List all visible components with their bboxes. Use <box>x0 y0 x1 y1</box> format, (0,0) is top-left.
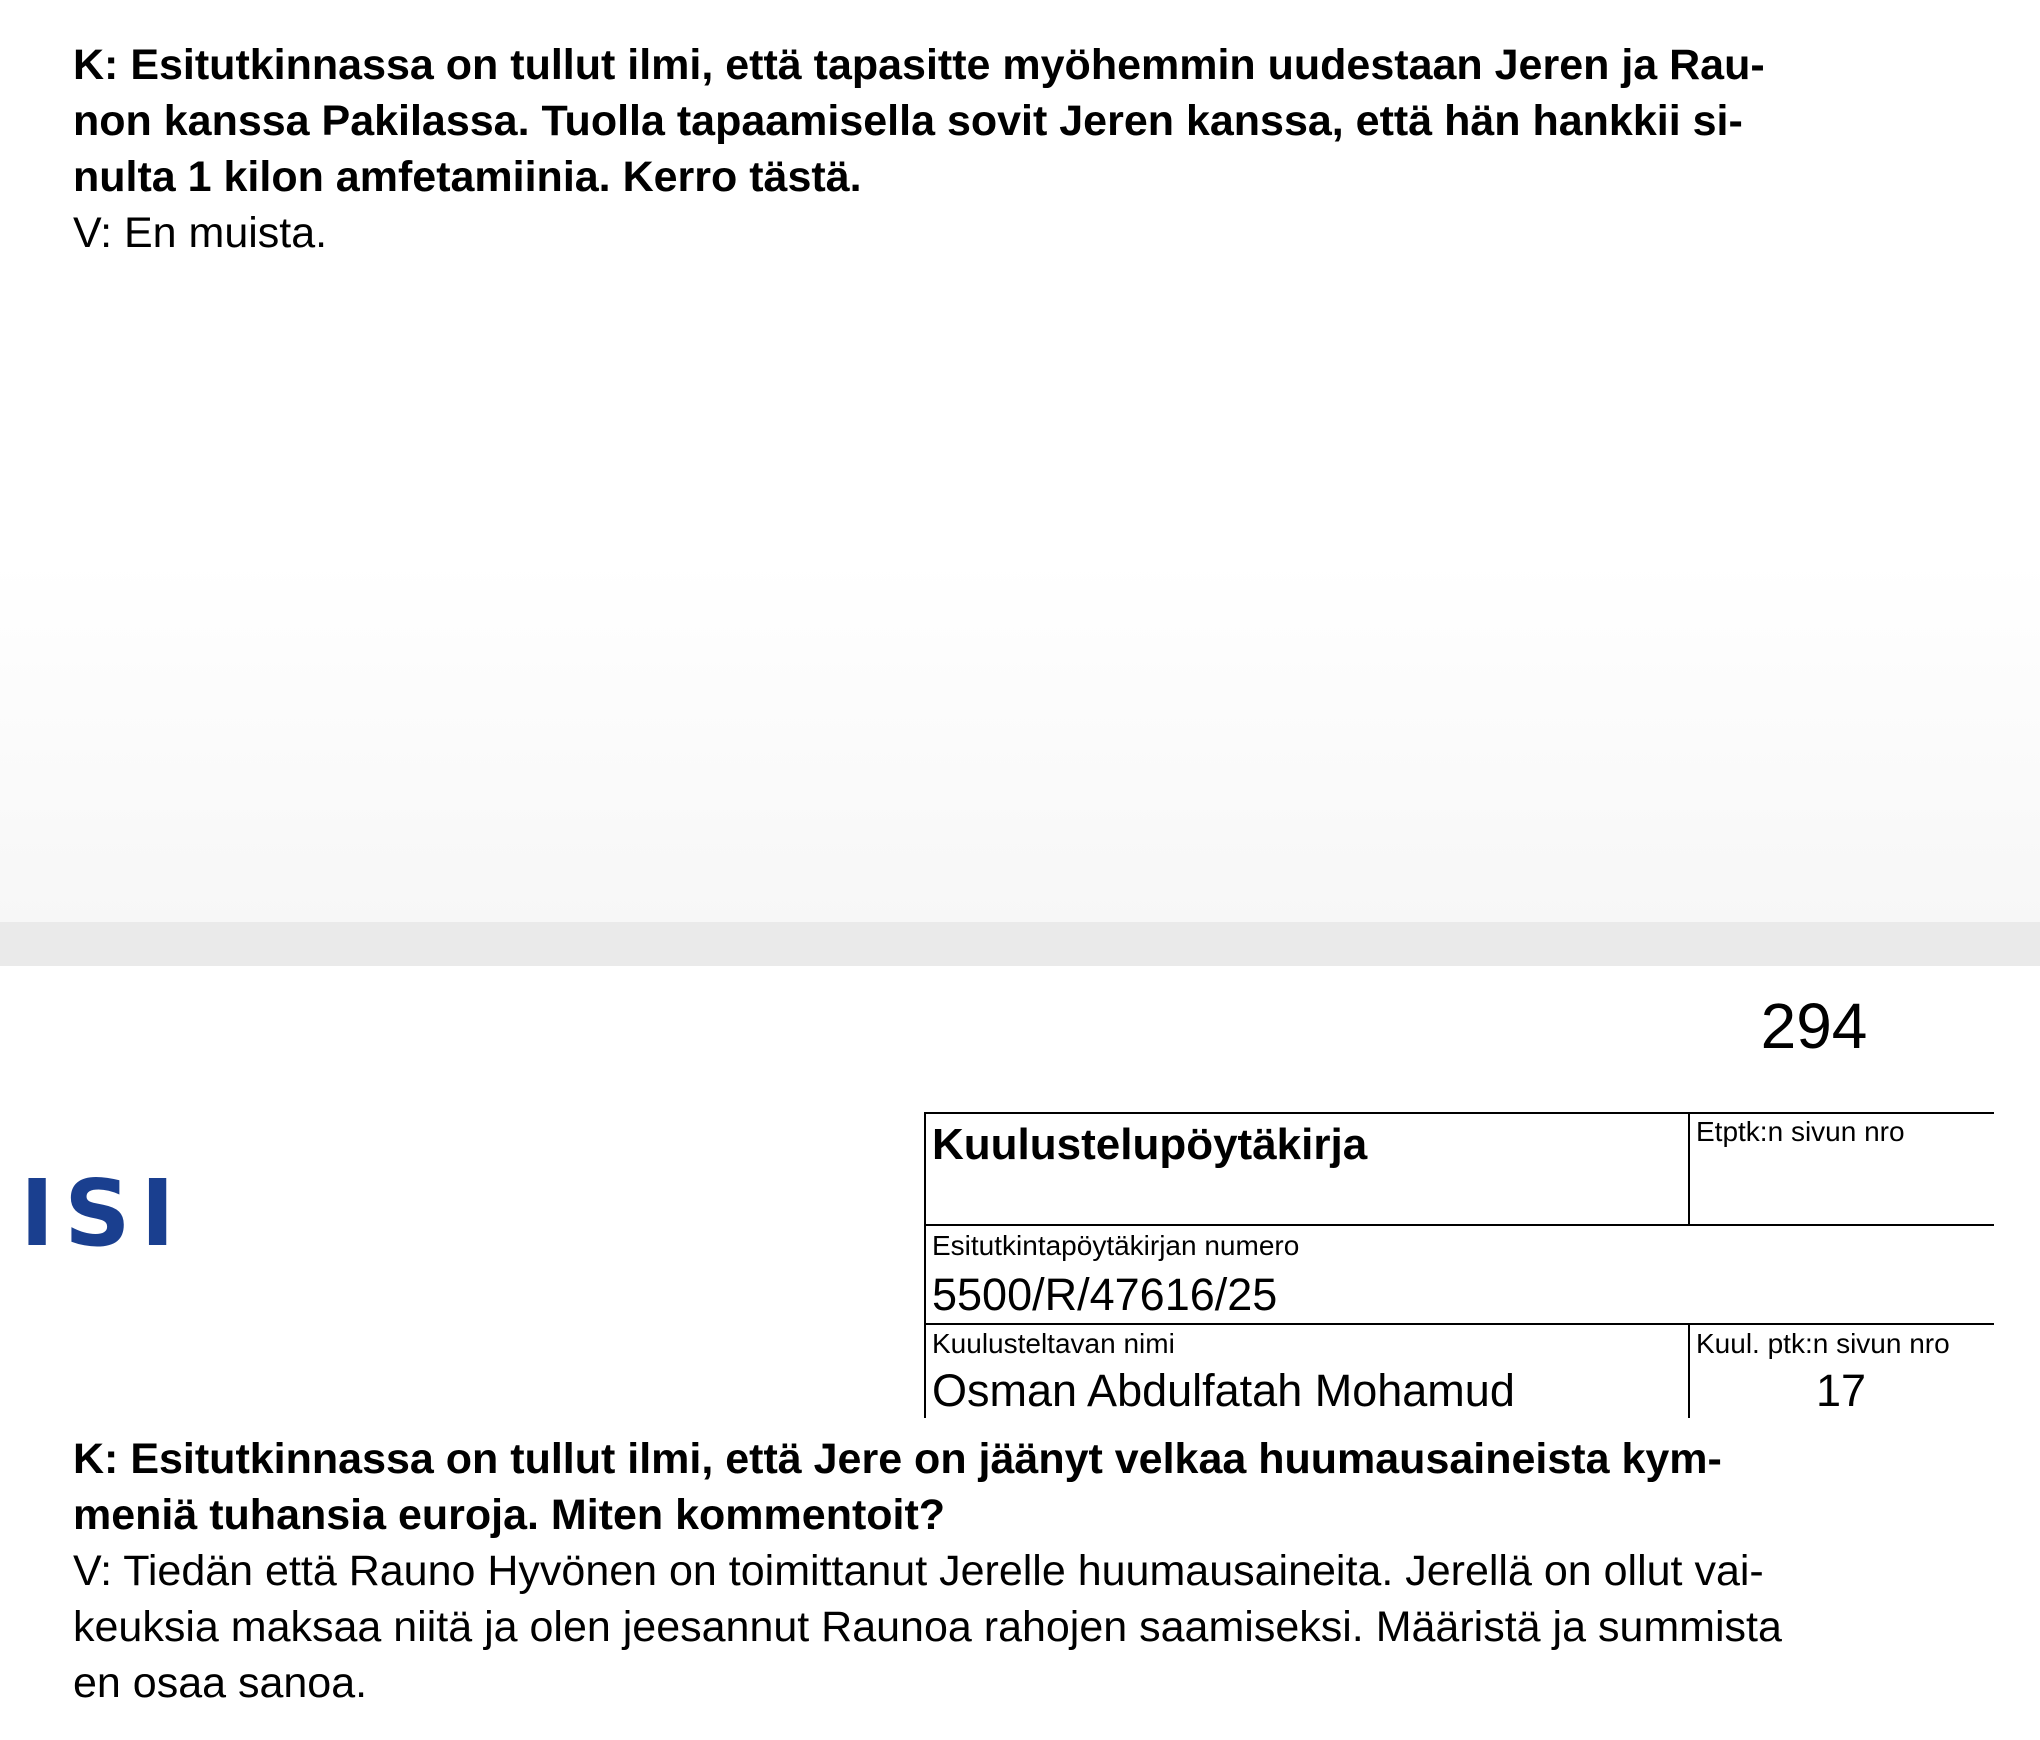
page1-answer-line: V: En muista. <box>73 209 328 257</box>
table-divider <box>924 1224 1994 1226</box>
page1-question-line: K: Esitutkinnassa on tullut ilmi, että tapasitte myöhemmin uudestaan Jeren ja Rau- <box>73 41 1765 89</box>
page-separator <box>0 922 2040 966</box>
page2-answer-line: keuksia maksaa niitä ja olen jeesannut Raunoa rahojen saamiseksi. Määristä ja summista <box>73 1603 1782 1651</box>
name-label: Kuulusteltavan nimi <box>932 1328 1175 1359</box>
interviewee-name: Osman Abdulfatah Mohamud <box>932 1365 1515 1416</box>
table-border-top <box>924 1112 1994 1114</box>
page1-question-line: nulta 1 kilon amfetamiinia. Kerro tästä. <box>73 153 862 201</box>
interview-page-label: Kuul. ptk:n sivun nro <box>1696 1328 1950 1359</box>
page-number: 294 <box>1760 990 1868 1062</box>
page2-answer-line: V: Tiedän että Rauno Hyvönen on toimittanut Jerelle huumausaineita. Jerellä on ollut vai- <box>73 1547 1764 1595</box>
table-divider-vertical <box>1688 1112 1690 1225</box>
table-divider-vertical <box>1688 1323 1690 1418</box>
page2-qa-block <box>73 1431 1993 1711</box>
page-no-label: Etptk:n sivun nro <box>1696 1116 1905 1147</box>
page1-question-line: non kanssa Pakilassa. Tuolla tapaamisella sovit Jeren kanssa, että hän hankkii si- <box>73 97 1743 145</box>
record-number: 5500/R/47616/25 <box>932 1269 1278 1320</box>
page2-answer-line: en osaa sanoa. <box>73 1659 368 1707</box>
table-border-left <box>924 1112 926 1418</box>
table-divider <box>924 1323 1994 1325</box>
page2-question-line: meniä tuhansia euroja. Miten kommentoit? <box>73 1491 946 1539</box>
page2-question-line: K: Esitutkinnassa on tullut ilmi, että Jere on jäänyt velkaa huumausaineista kym- <box>73 1435 1722 1483</box>
record-number-label: Esitutkintapöytäkirjan numero <box>932 1230 1300 1261</box>
interview-page-number: 17 <box>1815 1365 1867 1416</box>
record-header-table <box>924 1112 1994 1418</box>
document-title: Kuulustelupöytäkirja <box>932 1120 1368 1169</box>
page1-qa-block <box>73 37 1993 261</box>
isi-logo: ISI <box>20 1160 185 1267</box>
